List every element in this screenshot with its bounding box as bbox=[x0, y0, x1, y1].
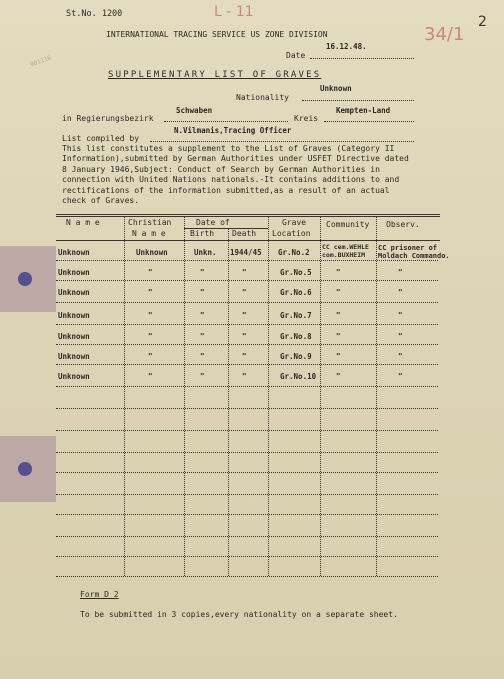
row4-name: Unknown bbox=[58, 311, 90, 320]
row5-christian: " bbox=[148, 332, 153, 341]
row6-grave: Gr.No.9 bbox=[280, 352, 312, 361]
row1-cc-overprint: CC cem.WEHLE bbox=[322, 243, 369, 251]
nationality-label: Nationality bbox=[236, 93, 289, 102]
pencil-note: L - 11 bbox=[214, 4, 254, 20]
row3-christian: " bbox=[148, 288, 153, 297]
document-title: SUPPLEMENTARY LIST OF GRAVES bbox=[108, 70, 322, 80]
table-header-line bbox=[56, 240, 440, 241]
row2-christian: " bbox=[148, 268, 153, 277]
row-line bbox=[56, 302, 438, 303]
row3-death: " bbox=[242, 288, 247, 297]
row-line bbox=[56, 386, 438, 387]
col-divider bbox=[268, 216, 269, 576]
row7-birth: " bbox=[200, 372, 205, 381]
kreis-line bbox=[324, 121, 414, 122]
description-line: connection with United Nations nationals.-It contains additions to and bbox=[62, 175, 400, 185]
row4-death: " bbox=[242, 311, 247, 320]
stamp-mark: 901116 bbox=[29, 54, 53, 69]
row-line bbox=[56, 556, 438, 557]
description-line: 8 January 1946,Subject: Conduct of Search by German Authorities in bbox=[62, 164, 380, 174]
date-label: Date bbox=[286, 51, 306, 60]
header-location: Location bbox=[272, 229, 311, 238]
row5-observ: " bbox=[398, 332, 403, 341]
description-line: Information),submitted by German Authorities under USFET Directive dated bbox=[62, 154, 409, 164]
row7-community: " bbox=[336, 372, 341, 381]
row-line bbox=[56, 324, 438, 325]
row-line bbox=[56, 344, 438, 345]
punch-hole-top bbox=[0, 246, 56, 312]
col-divider bbox=[124, 216, 125, 576]
compiled-label: List compiled by bbox=[62, 134, 140, 143]
page-number: 2 bbox=[478, 14, 487, 30]
row3-community: " bbox=[336, 288, 341, 297]
bezirk-line bbox=[164, 121, 288, 122]
row-line bbox=[56, 364, 438, 365]
row-line bbox=[56, 536, 438, 537]
col-divider bbox=[376, 216, 377, 576]
row2-observ: " bbox=[398, 268, 403, 277]
header-observ: Observ. bbox=[386, 220, 420, 229]
kreis-value: Kempten-Land bbox=[336, 106, 391, 115]
division-title: INTERNATIONAL TRACING SERVICE US ZONE DIVISION bbox=[106, 30, 328, 39]
row5-death: " bbox=[242, 332, 247, 341]
regierungsbezirk-label: in Regierungsbezirk bbox=[62, 114, 154, 123]
row4-christian: " bbox=[148, 311, 153, 320]
row1-christian: Unknown bbox=[136, 248, 168, 257]
description-line: This list constitutes a supplement to the List of Graves (Category II bbox=[62, 144, 395, 153]
row-line bbox=[56, 430, 438, 431]
row-line bbox=[56, 494, 438, 495]
header-name: N a m e bbox=[66, 218, 100, 227]
row-line bbox=[56, 452, 438, 453]
row1-community: com.BUXHEIM bbox=[322, 251, 366, 259]
col-divider bbox=[320, 216, 321, 576]
row7-observ: " bbox=[398, 372, 403, 381]
row6-birth: " bbox=[200, 352, 205, 361]
description bbox=[62, 144, 409, 206]
row3-grave: Gr.No.6 bbox=[280, 288, 312, 297]
col-divider bbox=[184, 216, 185, 576]
description-line: check of Graves. bbox=[62, 196, 140, 206]
row2-name: Unknown bbox=[58, 268, 90, 277]
row6-christian: " bbox=[148, 352, 153, 361]
row3-observ: " bbox=[398, 288, 403, 297]
date-value: 16.12.48. bbox=[326, 42, 367, 51]
table-top-line-2 bbox=[56, 216, 440, 217]
row7-name: Unknown bbox=[58, 372, 90, 381]
row5-name: Unknown bbox=[58, 332, 90, 341]
punch-hole-bottom bbox=[0, 436, 56, 502]
row6-name: Unknown bbox=[58, 352, 90, 361]
row-line bbox=[56, 576, 438, 577]
row3-birth: " bbox=[200, 288, 205, 297]
row3-name: Unknown bbox=[58, 288, 90, 297]
header-christian-name: N a m e bbox=[132, 229, 166, 238]
compiled-value: N.Vilmanis,Tracing Officer bbox=[174, 126, 292, 135]
kreis-label: Kreis bbox=[294, 114, 319, 123]
nationality-value: Unknown bbox=[320, 84, 352, 93]
description-line: rectifications of the information submitted,as a result of an actual bbox=[62, 185, 390, 195]
row6-community: " bbox=[336, 352, 341, 361]
row1-grave: Gr.No.2 bbox=[278, 248, 310, 257]
header-birth: Birth bbox=[190, 229, 215, 238]
row1-death: 1944/45 bbox=[230, 248, 262, 257]
header-grave: Grave bbox=[282, 218, 307, 227]
row2-grave: Gr.No.5 bbox=[280, 268, 312, 277]
row4-observ: " bbox=[398, 311, 403, 320]
row5-community: " bbox=[336, 332, 341, 341]
nationality-line bbox=[302, 100, 414, 101]
row6-observ: " bbox=[398, 352, 403, 361]
table-top-line bbox=[56, 214, 440, 215]
form-label: Form D 2 bbox=[80, 590, 119, 599]
row4-grave: Gr.No.7 bbox=[280, 311, 312, 320]
date-line bbox=[310, 58, 414, 59]
header-death: Death bbox=[232, 229, 257, 238]
row1-observ: CC prisoner of Moldach Commando. bbox=[378, 244, 450, 260]
header-christian: Christian bbox=[128, 218, 172, 227]
row-line bbox=[56, 408, 438, 409]
punch-hole-icon bbox=[18, 462, 32, 476]
row5-grave: Gr.No.8 bbox=[280, 332, 312, 341]
header-community: Community bbox=[326, 220, 370, 229]
row1-name: Unknown bbox=[58, 248, 90, 257]
row4-community: " bbox=[336, 311, 341, 320]
row7-grave: Gr.No.10 bbox=[280, 372, 317, 381]
row-line bbox=[56, 280, 438, 281]
row2-birth: " bbox=[200, 268, 205, 277]
row-line bbox=[56, 472, 438, 473]
punch-hole-icon bbox=[18, 272, 32, 286]
row1-birth: Unkn. bbox=[194, 248, 217, 257]
bezirk-value: Schwaben bbox=[176, 106, 213, 115]
row7-death: " bbox=[242, 372, 247, 381]
row5-birth: " bbox=[200, 332, 205, 341]
row-line bbox=[56, 260, 438, 261]
row7-christian: " bbox=[148, 372, 153, 381]
row6-death: " bbox=[242, 352, 247, 361]
row2-community: " bbox=[336, 268, 341, 277]
row-line bbox=[56, 514, 438, 515]
row4-birth: " bbox=[200, 311, 205, 320]
st-number: St.No. 1200 bbox=[66, 9, 123, 19]
page-mark: 34/1 bbox=[424, 24, 465, 45]
header-date-of: Date of bbox=[196, 218, 230, 227]
compiled-line bbox=[150, 141, 414, 142]
row2-death: " bbox=[242, 268, 247, 277]
submission-note: To be submitted in 3 copies,every nationality on a separate sheet. bbox=[80, 610, 398, 619]
